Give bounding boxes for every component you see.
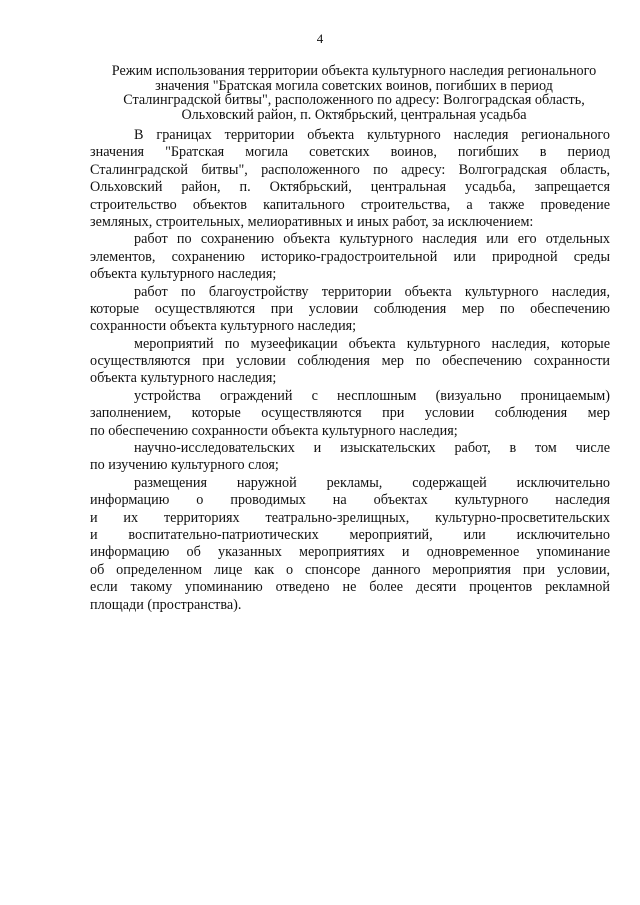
title-line: Режим использования территории объекта культурного наследия регионального — [111, 63, 597, 79]
body-text-line: строительство объектов капитального строительства, а также проведение — [90, 196, 610, 213]
body-text-line: В границах территории объекта культурного наследия регионального — [134, 127, 610, 143]
document-body — [90, 127, 610, 614]
body-text-line: и воспитательно-патриотических мероприятий, или исключительно — [90, 526, 610, 543]
body-text-line: Ольховский район, п. Октябрьский, центральная усадьба, запрещается — [90, 179, 610, 196]
body-text-line: размещения наружной рекламы, содержащей исключительно — [134, 474, 610, 491]
body-text-line: об определенном лице как о спонсоре данного мероприятия при условии, — [90, 561, 610, 578]
body-text-line: которые осуществляются при условии соблюдения мер по обеспечению — [90, 300, 610, 317]
body-text-line: заполнением, которые осуществляются при условии соблюдения мер — [90, 405, 610, 422]
body-text-line: если такому упоминанию отведено не более десяти процентов рекламной — [90, 579, 610, 596]
body-text-line: и их территориях театрально-зрелищных, культурно-просветительских — [90, 509, 610, 526]
title-line: значения "Братская могила советских воинов, погибших в период — [155, 77, 553, 94]
body-text-line: объекта культурного наследия; — [90, 370, 277, 387]
body-text-line: осуществляются при условии соблюдения мер по обеспечению сохранности — [90, 353, 610, 370]
body-text-line: информацию о проводимых на объектах культурного наследия — [90, 492, 610, 509]
body-text-line: по обеспечению сохранности объекта культурного наследия; — [90, 422, 458, 439]
body-text-line: работ по сохранению объекта культурного наследия или его отдельных — [134, 231, 610, 248]
body-text-line: по изучению культурного слоя; — [90, 457, 279, 474]
body-text-line: земляных, строительных, мелиоративных и иных работ, за исключением: — [90, 213, 534, 230]
body-text-line: информацию об указанных мероприятиях и одновременное упоминание — [90, 544, 610, 561]
title-line: Ольховский район, п. Октябрьский, центральная усадьба — [181, 106, 527, 123]
body-text-line: мероприятий по музеефикации объекта культурного наследия, которые — [134, 335, 610, 352]
body-text-line: устройства ограждений с несплошным (визуально проницаемым) — [134, 387, 610, 404]
body-text-line: элементов, сохранению историко-градостроительной или природной среды — [90, 248, 610, 265]
body-text-line: сохранности объекта культурного наследия; — [90, 318, 357, 335]
body-text-line: научно-исследовательских и изыскательских работ, в том числе — [134, 440, 610, 457]
title-line: Сталинградской битвы", расположенного по адресу: Волгоградская область, — [123, 92, 585, 108]
body-text-line: значения "Братская могила советских воинов, погибших в период — [90, 144, 610, 161]
body-text-line: работ по благоустройству территории объекта культурного наследия, — [134, 283, 610, 300]
body-text-line: Сталинградской битвы", расположенного по адресу: Волгоградская область, — [90, 161, 610, 178]
body-text-line: площади (пространства). — [90, 596, 242, 613]
page-number: 4 — [316, 31, 324, 46]
document-title — [84, 64, 624, 122]
body-text-line: объекта культурного наследия; — [90, 266, 277, 283]
